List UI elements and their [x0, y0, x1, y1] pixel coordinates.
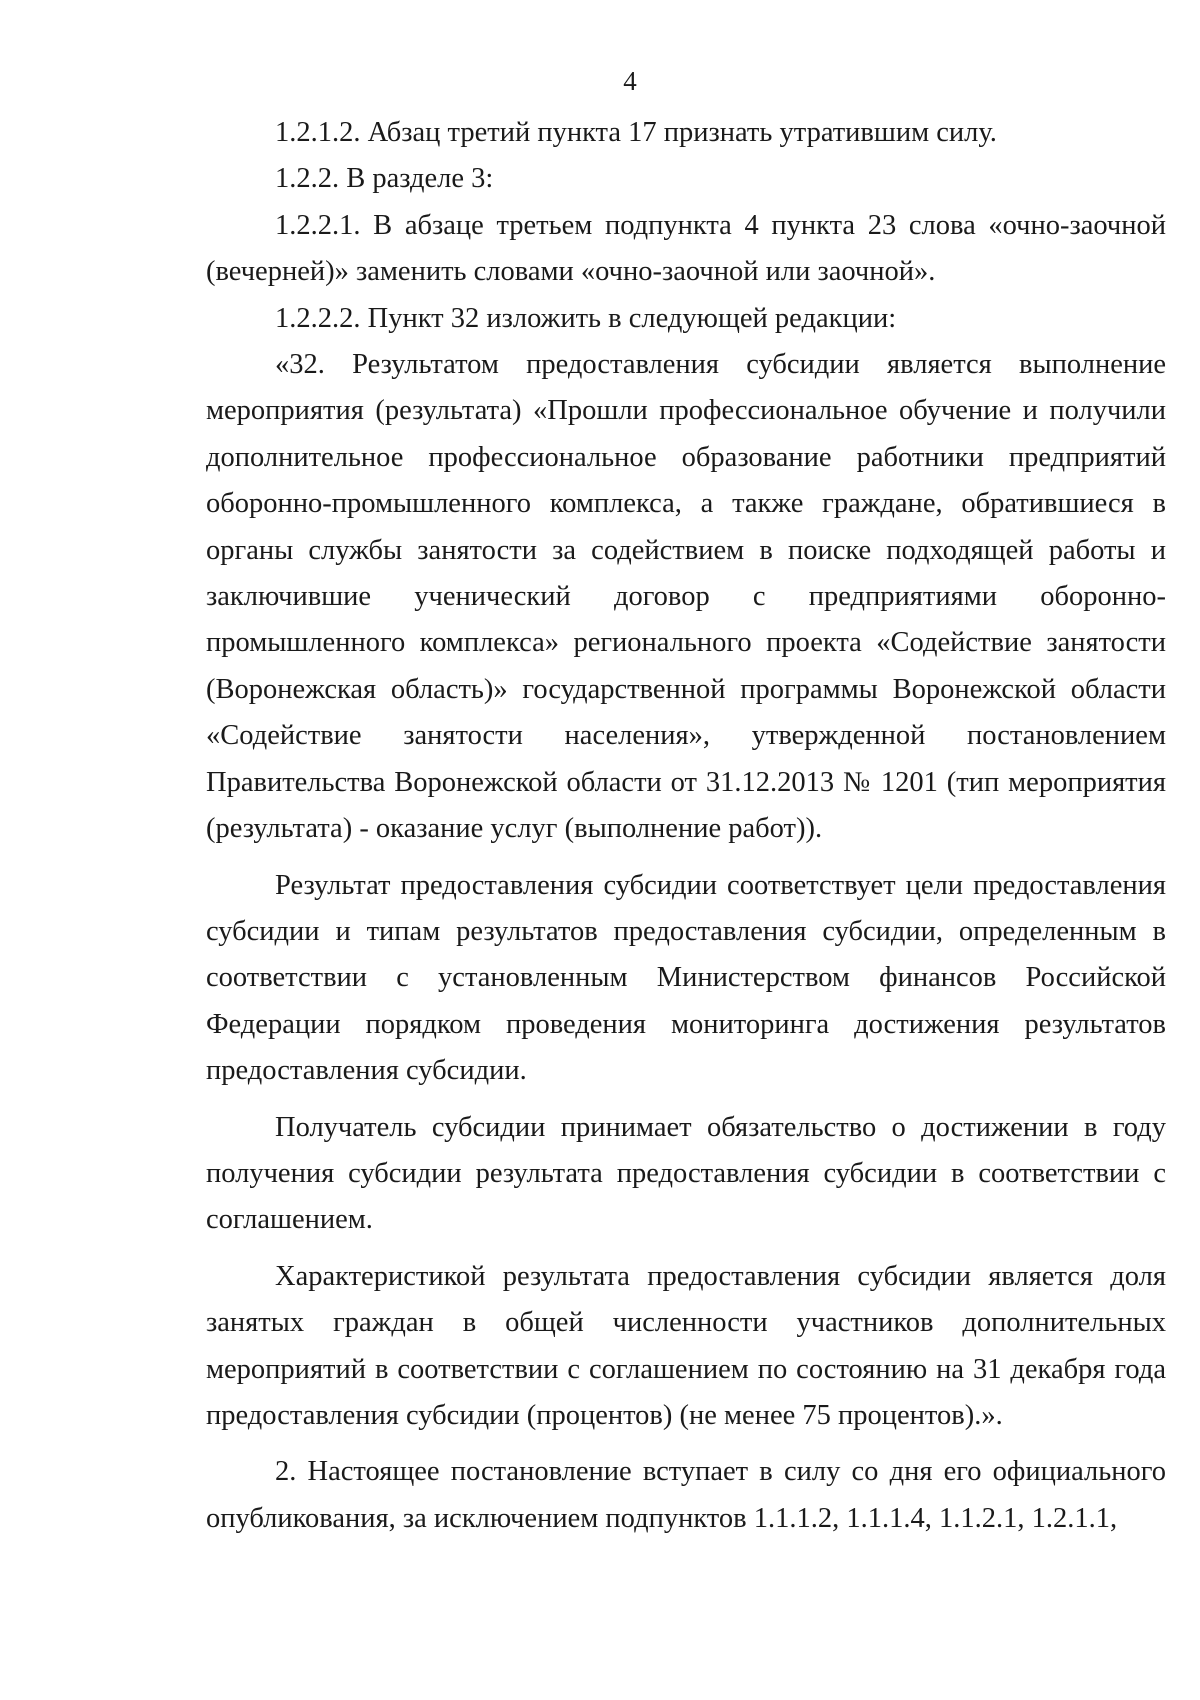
document-body: [206, 110, 1166, 1542]
paragraph-point-32: «32. Результатом предоставления субсидии является выполнение мероприятия (результата) «Прошли профессиональное обучение и получили дополнительное профессиональное образование работники предприятий оборонно-промышленного комплекса, а также граждане, обратившиеся в органы службы занятости за содействием в поиске подходящей работы и заключившие ученический договор с предприятиями оборонно-промышленного комплекса» регионального проекта «Содействие занятости (Воронежская область)» государственной программы Воронежской области «Содействие занятости населения», утвержденной постановлением Правительства Воронежской области от 31.12.2013 № 1201 (тип мероприятия (результата) - оказание услуг (выполнение работ)).: [206, 349, 1166, 845]
paragraph-1-2-1-2: 1.2.1.2. Абзац третий пункта 17 признать утратившим силу.: [275, 117, 997, 148]
paragraph-effective-date: 2. Настоящее постановление вступает в силу со дня его официального опубликования, за исключением подпунктов 1.1.1.2, 1.1.1.4, 1.1.2.1, 1.2.1.1,: [206, 1456, 1166, 1534]
paragraph-result-correspondence: Результат предоставления субсидии соответствует цели предоставления субсидии и типам результатов предоставления субсидии, определенным в соответствии с установленным Министерством финансов Российской Федерации порядком проведения мониторинга достижения результатов предоставления субсидии.: [206, 869, 1166, 1087]
paragraph-recipient-obligation: Получатель субсидии принимает обязательство о достижении в году получения субсидии результата предоставления субсидии в соответствии с соглашением.: [206, 1111, 1166, 1236]
page-number: 4: [623, 66, 637, 96]
paragraph-1-2-2-2: 1.2.2.2. Пункт 32 изложить в следующей редакции:: [275, 302, 897, 334]
paragraph-result-characteristic: Характеристикой результата предоставления субсидии является доля занятых граждан в общей численности участников дополнительных мероприятий в соответствии с соглашением по состоянию на 31 декабря года предоставления субсидии (процентов) (не менее 75 процентов).».: [206, 1260, 1166, 1431]
paragraph-1-2-2: 1.2.2. В разделе 3:: [275, 163, 494, 195]
paragraph-1-2-2-1: 1.2.2.1. В абзаце третьем подпункта 4 пункта 23 слова «очно-заочной (вечерней)» заменить словами «очно-заочной или заочной».: [206, 209, 1166, 288]
